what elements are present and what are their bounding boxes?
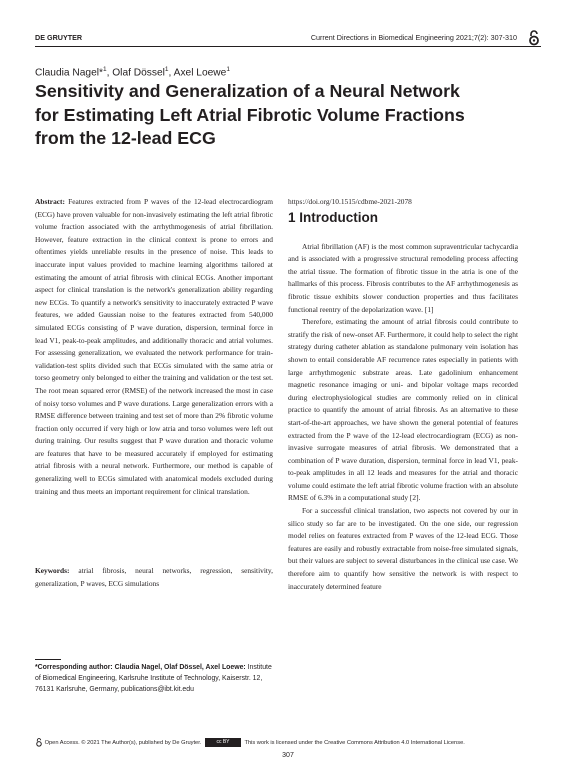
section-heading: 1 Introduction <box>288 209 378 225</box>
keywords-text: atrial fibrosis, neural networks, regression, sensitivity, generalization, P waves, ECG simulations <box>35 566 273 588</box>
open-access-icon <box>35 738 43 747</box>
abstract <box>35 196 273 498</box>
footnote-rule <box>35 659 61 660</box>
author-3: , Axel Loewe <box>168 67 227 79</box>
license-notice: This work is licensed under the Creative Commons Attribution 4.0 International License. <box>244 740 465 746</box>
journal-citation: Current Directions in Biomedical Engineering 2021;7(2): 307-310 <box>310 33 517 42</box>
affiliation-mark: 1 <box>226 66 230 73</box>
author-2: , Olaf Dössel <box>106 67 165 79</box>
affiliation-mark: 1 <box>164 66 169 73</box>
paper-title: Sensitivity and Generalization of a Neural Network for Estimating Left Atrial Fibrotic Volume Fractions from the 12-lead ECG <box>35 81 465 148</box>
keywords <box>35 565 273 590</box>
keywords-label: Keywords: <box>35 566 70 575</box>
open-access-icon <box>527 30 541 46</box>
page-number: 307 <box>282 752 294 759</box>
affiliation-mark: 1 <box>102 66 107 73</box>
author-1: Claudia Nagel* <box>35 67 103 79</box>
abstract-label: Abstract: <box>35 197 65 206</box>
footnote-label: *Corresponding author: Claudia Nagel, Olaf Dössel, Axel Loewe: <box>35 664 246 671</box>
author-list <box>35 66 230 78</box>
abstract-text: Features extracted from P waves of the 12-lead electrocardiogram (ECG) have proven valuable for non-invasively estimating the left atrial fibrotic volume fraction associated with the arrhythmogenesis of atrial fibrillation. However, feature extraction in the clinical context is prone to errors and oftentimes yields unreliable results in the presence of noise. This leads to inaccurate input values provided to machine learning algorithms tailored at estimating the amount of atrial fibrosis with clinical ECGs. Another important aspect for clinical translation is the network's generalization ability regarding new ECGs. To quantify a network's sensitivity to inaccurately extracted P wave features, we added Gaussian noise to the features extracted from 540,000 simulated ECGs consisting of P wave duration, dispersion, terminal force in lead V1, peak-to-peak amplitudes, and additionally thoracic and atrial volumes. For assessing generalization, we evaluated the network performance for train-validation-test splits divided such that ECGs simulated with the same atria or torso geometry only belonged to either the training and validation or the test set. The root mean squared error (RMSE) of the network increased the most in case of noisy torso volumes and P wave durations. Large generalization errors with a RMSE difference between training and test set of more than 2% fibrotic volume fraction only occurred if very high or low atria and torso volumes were left out during training. Our results suggest that P wave duration and thoracic volume are features that have to be measured accurately if employed for estimating atrial fibrosis with a neural network. Furthermore, our method is capable of generalizing well to ECGs simulated with anatomical models excluded during training and thus meets an important requirement for clinical translation. <box>35 197 274 496</box>
body-paragraph: For a successful clinical translation, two aspects not covered by our in silico study so far are to be investigated. On the one side, our regression model relies on features extracted from P waves of the 12-lead ECG. Those features are easily and robustly extractable from noise-free simulated signals, but their values are subject to several disturbances in the clinical use case. We therefore aim to quantify how sensitive the network is with respect to inaccurately determined feature <box>288 506 518 591</box>
footnote-text: Institute of Biomedical Engineering, Karlsruhe Institute of Technology, Kaiserstr. 12, 76131 Karlsruhe, Germany, publications@ibt.kit.edu <box>35 664 272 693</box>
cc-by-badge: cc BY <box>205 738 241 747</box>
page-footer <box>35 738 541 747</box>
page-header <box>35 33 541 47</box>
body-paragraph: Therefore, estimating the amount of atrial fibrosis could contribute to stratify the risk of new-onset AF. Furthermore, it could help to select the right strategy during catheter ablation as standalone pulmonary vein isolation has shown to entail considerable AF recurrence rates especially in patients with large arrhythmogenic substrate areas. Late gadolinium enhancement magnetic resonance imaging or uni- and bipolar voltage maps recorded during electrophysiological studies are commonly relied on in clinical practice to quantify the amount of atrial fibrosis. As an alternative to these start-of-the-art approaches, we have shown the general potential of features extracted from the P wave of the 12-lead electrocardiogram (ECG) as non-invasive surrogate measures of atrial fibrosis. We demonstrated that a combination of P wave duration, dispersion, terminal force in lead V1, peak-to-peak amplitudes in all 12 leads and measures for the atrial and thoracic volume could estimate the left atrial fibrotic volume fraction with an absolute RMSE of 6.3% in a computational study [2]. <box>288 317 518 503</box>
publisher-name: DE GRUYTER <box>35 33 83 42</box>
right-column <box>288 196 518 593</box>
header-rule <box>35 46 541 47</box>
open-access-notice: Open Access. © 2021 The Author(s), published by De Gruyter. <box>44 740 202 746</box>
doi-link[interactable]: https://doi.org/10.1515/cdbme-2021-2078 <box>288 197 412 206</box>
body-paragraph: Atrial fibrillation (AF) is the most common supraventricular tachycardia and is associated with a progressive structural remodeling process affecting the atrial tissue. The formation of fibrotic tissue in the atria is one of the hallmarks of this process. Fibrosis contributes to the AF arrhythmogenesis as fibrotic tissue exhibits slower conduction properties and thus facilitates functional reentry of the depolarization wave. [1] <box>288 241 518 314</box>
corresponding-author-note <box>35 662 275 695</box>
